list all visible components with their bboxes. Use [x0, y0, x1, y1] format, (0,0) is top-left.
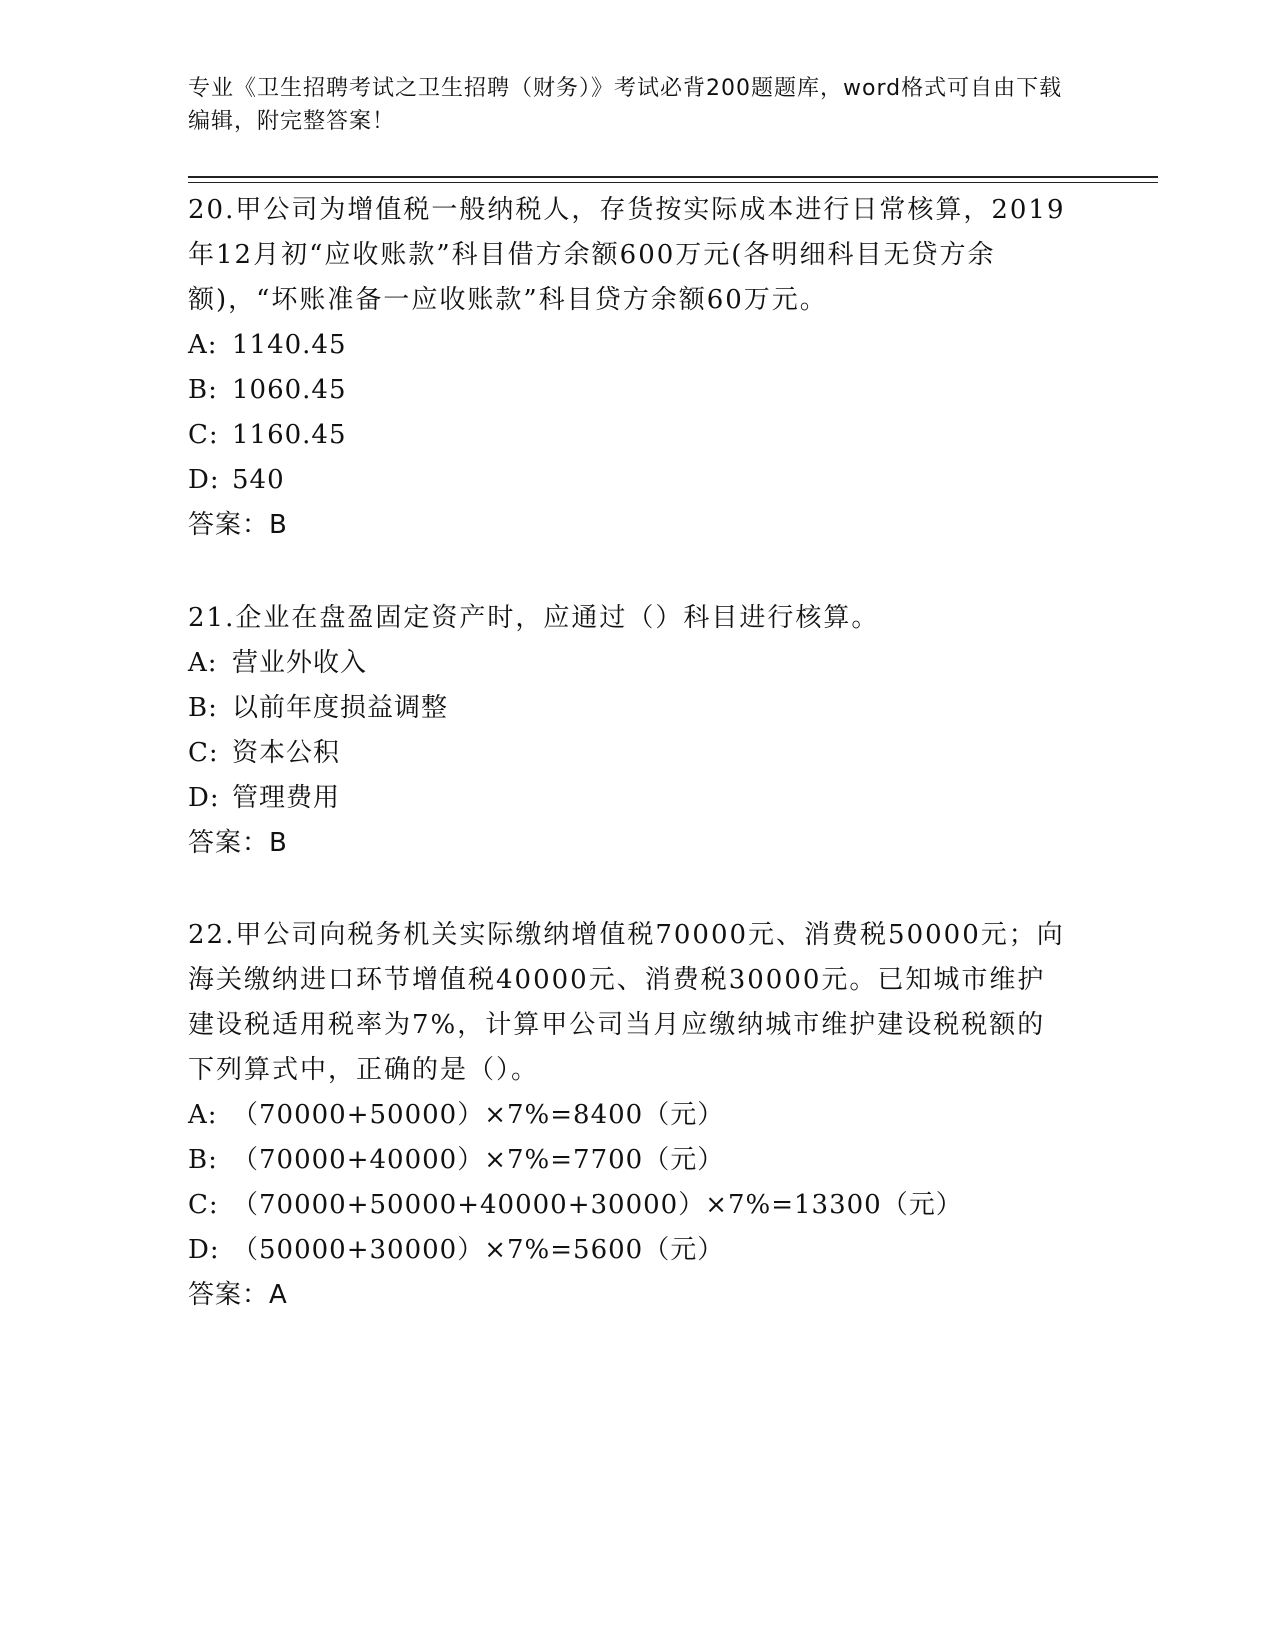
option-key: C:	[188, 738, 219, 768]
option-text: （50000+30000）×7%=5600（元）	[232, 1235, 725, 1265]
option-key: D:	[188, 1235, 220, 1265]
option-a	[188, 641, 1068, 686]
answer-line: 答案：B	[188, 828, 288, 858]
option-d	[188, 776, 1068, 821]
option-d	[188, 1228, 1068, 1273]
option-text: （70000+50000+40000+30000）×7%=13300（元）	[232, 1190, 963, 1220]
question-22	[188, 913, 1068, 1318]
document-header: 专业《卫生招聘考试之卫生招聘（财务）》考试必背200题题库，word格式可自由下载编辑，附完整答案！	[188, 76, 1063, 134]
header-divider-thin	[188, 182, 1158, 183]
option-key: A:	[188, 648, 218, 678]
option-text: 营业外收入	[232, 648, 368, 678]
option-text: 以前年度损益调整	[232, 693, 449, 723]
answer-line: 答案：A	[188, 1280, 288, 1310]
option-text: 1140.45	[232, 330, 347, 360]
option-b	[188, 1138, 1068, 1183]
answer-line: 答案：B	[188, 510, 288, 540]
option-a	[188, 323, 1068, 368]
option-key: B:	[188, 1145, 218, 1175]
option-text: 资本公积	[232, 738, 341, 768]
option-a	[188, 1093, 1068, 1138]
option-key: C:	[188, 1190, 219, 1220]
option-c	[188, 413, 1068, 458]
option-key: B:	[188, 693, 218, 723]
option-c	[188, 1183, 1068, 1228]
option-key: B:	[188, 375, 218, 405]
option-c	[188, 731, 1068, 776]
question-stem: 22.甲公司向税务机关实际缴纳增值税70000元、消费税50000元；向海关缴纳进口环节增值税40000元、消费税30000元。已知城市维护建设税适用税率为7%，计算甲公司当月应缴纳城市维护建设税税额的下列算式中，正确的是（）。	[188, 920, 1065, 1085]
option-key: A:	[188, 1100, 218, 1130]
option-text: （70000+50000）×7%=8400（元）	[232, 1100, 725, 1130]
option-key: D:	[188, 783, 220, 813]
question-20	[188, 188, 1068, 548]
question-stem: 21.企业在盘盈固定资产时，应通过（）科目进行核算。	[188, 603, 880, 633]
option-key: C:	[188, 420, 219, 450]
option-text: 1060.45	[232, 375, 347, 405]
header-divider-thick	[188, 176, 1158, 178]
option-key: A:	[188, 330, 218, 360]
option-text: 管理费用	[232, 783, 341, 813]
question-21	[188, 596, 1068, 866]
option-b	[188, 686, 1068, 731]
option-key: D:	[188, 465, 220, 495]
option-text: （70000+40000）×7%=7700（元）	[232, 1145, 725, 1175]
option-text: 540	[232, 465, 285, 495]
option-d	[188, 458, 1068, 503]
question-stem: 20.甲公司为增值税一般纳税人，存货按实际成本进行日常核算，2019年12月初“应收账款”科目借方余额600万元(各明细科目无贷方余额)，“坏账准备一应收账款”科目贷方余额60万元。	[188, 195, 1066, 315]
option-text: 1160.45	[232, 420, 347, 450]
option-b	[188, 368, 1068, 413]
